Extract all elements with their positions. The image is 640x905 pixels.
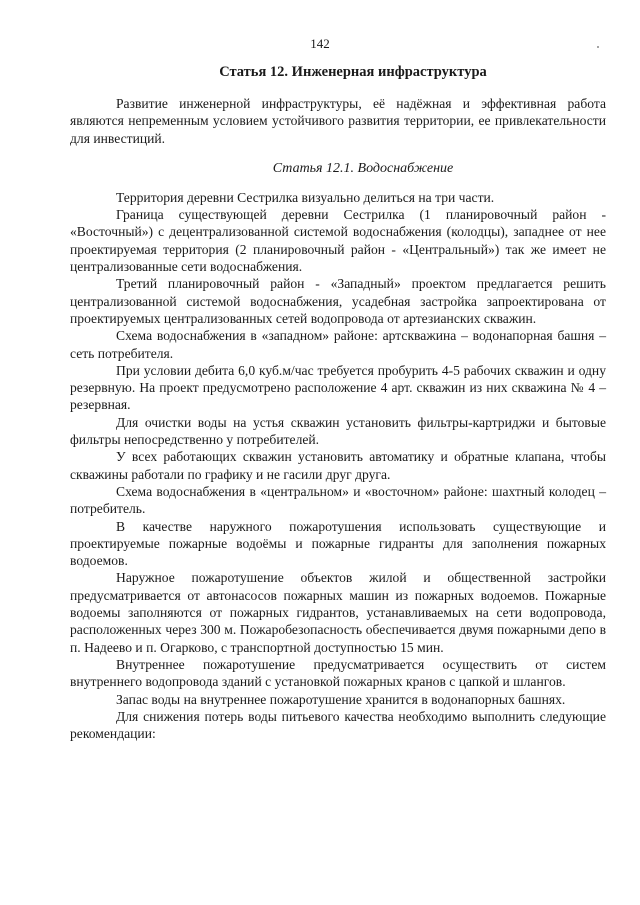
- paragraph-10: Наружное пожаротушение объектов жилой и общественной застройки предусматривается от автонасосов пожарных машин из пожарных водоемов. Пожарные водоемы заполняются от пожарных гидрантов, устанавливаемых на сети водопровода, расположенных через 300 м. Пожаробезопасность обеспечивается двумя пожарными депо в п. Надеево и п. Огарково, с транспортной доступностью 15 мин.: [70, 570, 606, 655]
- paragraph-12: Запас воды на внутреннее пожаротушение хранится в водонапорных башнях.: [116, 691, 566, 707]
- document-body: [70, 64, 606, 742]
- article-title: Статья 12. Инженерная инфраструктура: [219, 64, 487, 80]
- paragraph-6: Для очистки воды на устья скважин установить фильтры-картриджи и бытовые фильтры непосредственно у потребителей.: [70, 414, 606, 448]
- paragraph-11: Внутреннее пожаротушение предусматривается осуществить от систем внутреннего водопровода зданий с установкой пожарных кранов с цапкой и шлангов.: [70, 656, 606, 690]
- scan-speck: [597, 46, 599, 48]
- paragraph-7: У всех работающих скважин установить автоматику и обратные клапана, чтобы скважины работали по графику и не гасили друг друга.: [70, 449, 606, 482]
- paragraph-4: Схема водоснабжения в «западном» районе: артскважина – водонапорная башня – сеть потребителя.: [70, 328, 606, 361]
- paragraph-8: Схема водоснабжения в «центральном» и «восточном» районе: шахтный колодец – потребитель.: [70, 483, 606, 517]
- paragraph-1: Территория деревни Сестрилка визуально делиться на три части.: [116, 189, 495, 205]
- paragraph-13: Для снижения потерь воды питьевого качества необходимо выполнить следующие рекомендации:: [70, 708, 606, 742]
- section-title: Статья 12.1. Водоснабжение: [272, 160, 454, 176]
- paragraph-2: Граница существующей деревни Сестрилка (1 планировочный район - «Восточный») с децентрализованной системой водоснабжения (колодцы), западнее от нее проектируемая территория (2 планировочный район - «Центральный») так же имеет не централизованные сети водоснабжения.: [70, 207, 606, 275]
- intro-paragraph: Развитие инженерной инфраструктуры, её надёжная и эффективная работа являются непременным условием устойчивого развития территории, ее привлекательности для инвестиций.: [70, 96, 606, 146]
- paragraph-9: В качестве наружного пожаротушения использовать существующие и проектируемые пожарные водоёмы и пожарные гидранты для заполнения пожарных водоемов.: [70, 518, 606, 569]
- paragraph-5: При условии дебита 6,0 куб.м/час требуется пробурить 4-5 рабочих скважин и одну резервную. На проект предусмотрено расположение 4 арт. скважин из них скважина № 4 – резервная.: [70, 362, 606, 413]
- paragraph-3: Третий планировочный район - «Западный» проектом предлагается решить централизованной системой водоснабжения, усадебная застройка запроектирована от проектируемых централизованных сетей водопровода от артезианских скважин.: [70, 276, 606, 326]
- page-number: 142: [310, 36, 330, 51]
